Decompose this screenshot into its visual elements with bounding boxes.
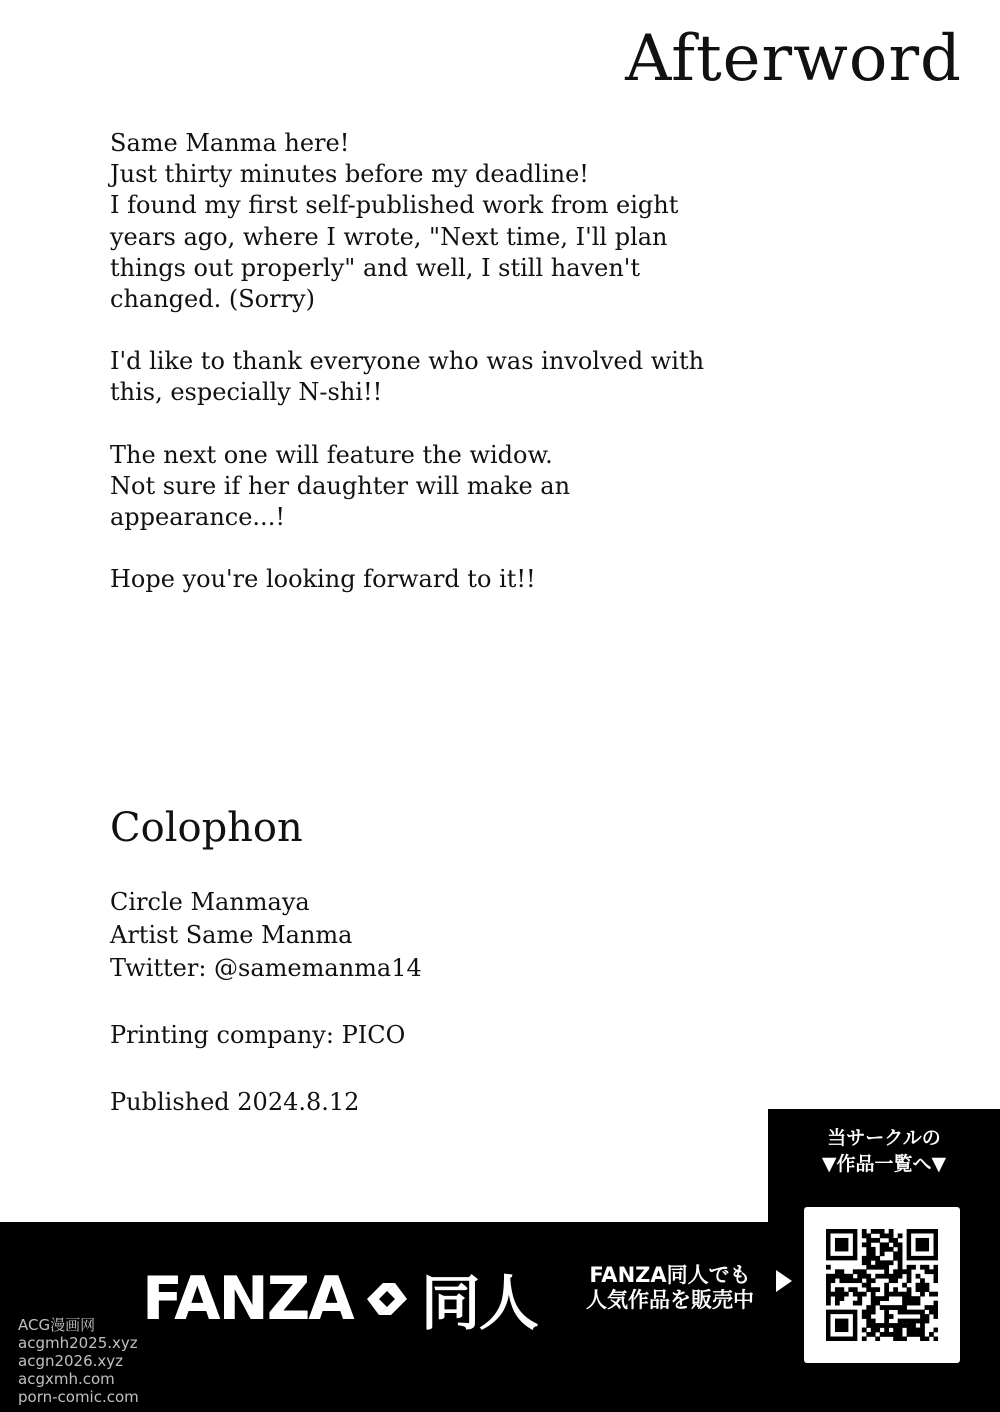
fanza-logo[interactable] <box>142 1256 537 1342</box>
text-line: I found my first self-published work from eight <box>110 191 679 220</box>
publish-date: Published 2024.8.12 <box>110 1088 360 1116</box>
text-line: Not sure if her daughter will make an <box>110 471 571 500</box>
text-line: this, especially N-shi!! <box>110 378 383 407</box>
logo-text: FANZA <box>142 1264 353 1334</box>
watermark-line: porn-comic.com <box>18 1388 139 1406</box>
text-line: Hope you're looking forward to it!! <box>110 565 536 594</box>
text-line: Same Manma here! <box>110 129 350 157</box>
text-line: changed. (Sorry) <box>110 285 315 314</box>
twitter-handle: Twitter: @samemanma14 <box>110 954 422 982</box>
fanza-mark-icon <box>363 1275 411 1323</box>
afterword-body <box>110 128 730 626</box>
tab-line-2: ▼作品一覧へ▼ <box>821 1153 947 1175</box>
watermark <box>18 1316 139 1406</box>
sell-line-2: 人気作品を販売中 <box>586 1288 754 1312</box>
qr-code[interactable] <box>804 1207 960 1363</box>
tab-line-1: 当サークルの <box>827 1127 941 1149</box>
play-arrow-icon <box>776 1270 792 1292</box>
artist-name: Artist Same Manma <box>110 921 353 949</box>
watermark-line: acgn2026.xyz <box>18 1352 124 1370</box>
circle-name: Circle Manmaya <box>110 888 310 916</box>
sell-message[interactable] <box>570 1263 770 1313</box>
page-title: Afterword <box>625 22 962 96</box>
afterword-paragraph-1 <box>110 128 730 315</box>
qr-code-icon <box>826 1229 938 1341</box>
text-line: The next one will feature the widow. <box>110 440 553 469</box>
afterword-paragraph-3 <box>110 440 730 534</box>
watermark-line: ACG漫画网 <box>18 1316 96 1334</box>
colophon-details <box>110 886 422 1119</box>
text-line: I'd like to thank everyone who was involved with <box>110 347 705 376</box>
text-line: Just thirty minutes before my deadline! <box>110 160 589 189</box>
sell-line-1: FANZA同人でも <box>589 1263 751 1287</box>
watermark-line: acgmh2025.xyz <box>18 1334 138 1352</box>
afterword-paragraph-4 <box>110 564 730 595</box>
logo-suffix: 同人 <box>420 1269 537 1339</box>
colophon-title: Colophon <box>110 805 303 851</box>
text-line: appearance...! <box>110 503 285 532</box>
afterword-paragraph-2 <box>110 346 730 408</box>
text-line: things out properly" and well, I still haven't <box>110 253 641 282</box>
text-line: years ago, where I wrote, "Next time, I'll plan <box>110 222 668 251</box>
watermark-line: acgxmh.com <box>18 1370 115 1388</box>
printing-company: Printing company: PICO <box>110 1021 406 1049</box>
